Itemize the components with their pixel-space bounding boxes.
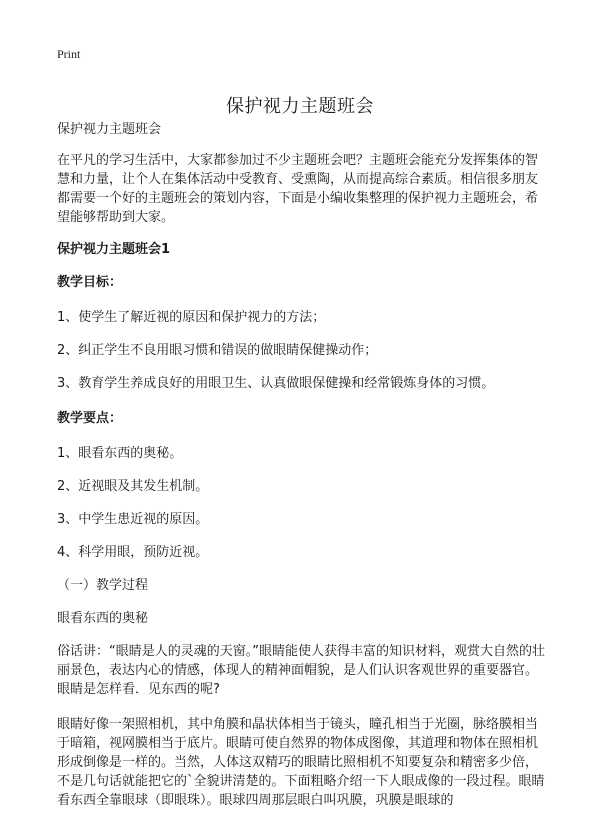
points-heading: 教学要点： — [57, 411, 123, 426]
process-heading: （一）教学过程 — [57, 578, 149, 593]
point-item: 2、近视眼及其发生机制。 — [57, 479, 209, 494]
goal-item: 3、教育学生养成良好的用眼卫生、认真做眼保健操和经常锻炼身体的习惯。 — [57, 376, 495, 391]
page-title: 保护视力主题班会 — [226, 96, 374, 118]
secret-heading: 眼看东西的奥秘 — [57, 611, 149, 626]
point-item: 1、眼看东西的奥秘。 — [57, 446, 183, 461]
intro-paragraph: 在平凡的学习生活中，大家都参加过不少主题班会吧？主题班会能充分发挥集体的智慧和力量，让个人在集体活动中受教育、受熏陶，从而提高综合素质。相信很多朋友都需要一个好的主题班会的策划内容，下面是小编收集整理的保护视力主题班会，希望能够帮助到大家。 — [57, 153, 539, 225]
point-item: 3、中学生患近视的原因。 — [57, 512, 209, 527]
goals-heading: 教学目标： — [57, 275, 123, 290]
goal-item: 1、使学生了解近视的原因和保护视力的方法； — [57, 310, 326, 325]
point-item: 4、科学用眼，预防近视。 — [57, 545, 209, 560]
body-paragraph: 俗话讲：“眼睛是人的灵魂的天窗。”眼睛能使人获得丰富的知识材料，观赏大自然的壮丽景色，表达内心的情感，体现人的精神面帽貌，是人们认识客观世界的重要器官。眼睛是怎样看．见东西的呢? — [57, 644, 545, 697]
print-label[interactable]: Print — [57, 47, 81, 61]
section-title: 保护视力主题班会1 — [57, 242, 171, 257]
subtitle: 保护视力主题班会 — [57, 122, 162, 137]
goal-item: 2、纠正学生不良用眼习惯和错误的做眼睛保健操动作； — [57, 343, 378, 358]
body-paragraph: 眼睛好像一架照相机，其中角膜和晶状体相当于镜头，瞳孔相当于光圈，脉络膜相当于暗箱，视网膜相当于底片。眼睛可使自然界的物体成图像，其道理和物体在照相机形成倒像是一样的。当然，人体这双精巧的眼睛比照相机不知要复杂和精密多少倍，不是几句话就能把它的`全貌讲清楚的。下面粗略介绍一下人眼成像的一段过程。眼睛看东西全靠眼球（即眼珠）。眼球四周那层眼白叫巩膜，巩膜是眼球的 — [57, 717, 545, 808]
document-body — [57, 120, 545, 835]
